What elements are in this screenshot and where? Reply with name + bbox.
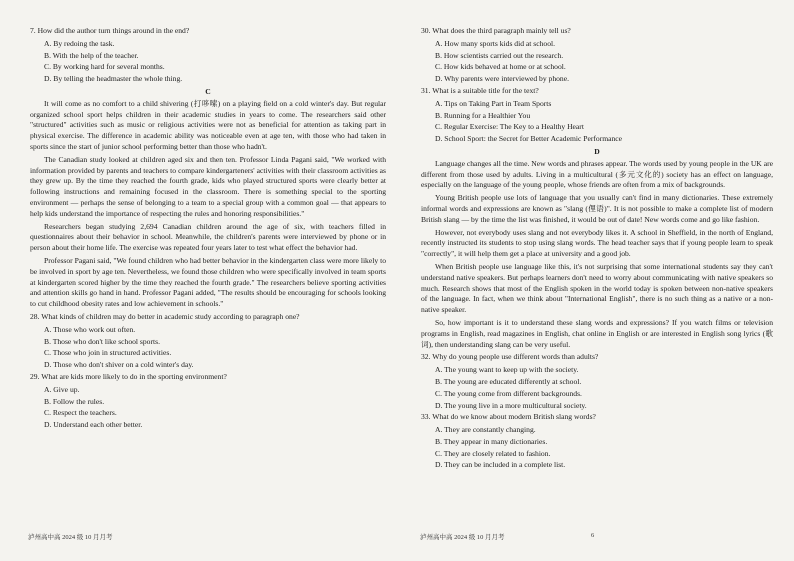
question-stem: 32. Why do young people use different words than adults?: [421, 352, 599, 362]
option-a: A. The young want to keep up with the society.: [435, 365, 579, 375]
option-d: D. Those who don't shiver on a cold winter's day.: [44, 360, 194, 370]
option-c: C. They are closely related to fashion.: [435, 448, 551, 458]
passage-paragraph: So, how important is it to understand these slang words and expressions? If you watch films or television programs in English, read magazines in English, chat online in English or are interested in English song lyrics (歌词), then understanding slang can be very useful.: [421, 317, 773, 349]
option-c: C. The young come from different backgrounds.: [435, 388, 582, 398]
option-d: D. By telling the headmaster the whole thing.: [44, 74, 183, 84]
passage-d: [421, 159, 773, 351]
option-b: B. They appear in many dictionaries.: [435, 436, 548, 446]
question-32: [421, 352, 773, 411]
option-b: B. The young are educated differently at school.: [435, 376, 582, 386]
option-a: A. By redoing the task.: [44, 38, 115, 48]
passage-paragraph: Researchers began studying 2,694 Canadian children around the age of six, with teachers filled in questionnaires about their behavior in school. Meanwhile, the children's parents were interviewed by phone or in person about their home life. The exercise was repeated four years later to test what effect the behavior had.: [30, 221, 386, 253]
section-heading-d: D: [594, 146, 600, 156]
question-stem: 33. What do we know about modern British slang words?: [421, 412, 596, 422]
option-d: D. They can be included in a complete list.: [435, 460, 566, 470]
left-column: [30, 26, 386, 432]
question-stem: 30. What does the third paragraph mainly tell us?: [421, 26, 571, 35]
question-7: [30, 26, 386, 85]
option-b: B. Those who don't like school sports.: [44, 336, 160, 346]
option-a: A. Tips on Taking Part in Team Sports: [435, 98, 552, 108]
option-c: C. How kids behaved at home or at school.: [435, 62, 566, 72]
option-c: C. Those who join in structured activities.: [44, 348, 172, 358]
section-heading-c: C: [205, 86, 211, 96]
passage-paragraph: However, not everybody uses slang and not everybody likes it. A school in Sheffield, in the north of England, recently instructed its students to stop using slang words. The head teacher says that if young people learn to speak "correctly", it will help them get a place at university and a good job.: [421, 227, 773, 259]
option-b: B. With the help of the teacher.: [44, 50, 139, 60]
passage-paragraph: Professor Pagani said, "We found children who had better behavior in the kindergarten class were more likely to be involved in sport by age ten. Nevertheless, we found those children who were specifically involved in team sports at kindergarten scored higher by the time they reached the fourth grade." The researchers believe sporting activities and attention skills go hand in hand. Professor Pagani added, "The results should be encouraging for schools looking to cut childhood obesity rates and low achievement in schools.": [30, 255, 386, 309]
option-d: D. School Sport: the Secret for Better Academic Performance: [435, 134, 623, 144]
footer-right-text: 泸州高中高 2024 级 10 月月考: [420, 534, 505, 541]
option-c: C. By working hard for several months.: [44, 62, 165, 72]
footer-left-text: 泸州高中高 2024 级 10 月月考: [28, 534, 113, 541]
option-d: D. The young live in a more multicultural society.: [435, 400, 587, 410]
question-stem: 29. What are kids more likely to do in the sporting environment?: [30, 371, 227, 381]
option-a: A. Those who work out often.: [44, 324, 136, 334]
question-33: [421, 412, 773, 471]
passage-c: [30, 99, 386, 310]
passage-paragraph: Young British people use lots of language that you usually can't find in many dictionaries. These extremely informal words and expressions are known as "slang (俚语)". It is not possible to make a complete list of modern British slang — by the time the list was finished, it would be out of date! New words come and go like fashion.: [421, 193, 773, 224]
option-c: C. Regular Exercise: The Key to a Healthy Heart: [435, 122, 584, 132]
question-30: [421, 26, 773, 85]
option-c: C. Respect the teachers.: [44, 408, 117, 418]
right-column: [421, 26, 773, 472]
option-a: A. They are constantly changing.: [435, 425, 536, 435]
question-28: [30, 312, 386, 371]
page-number: 6: [591, 532, 595, 539]
passage-paragraph: When British people use language like this, it's not surprising that some international students say they can't understand native speakers. But perhaps learners don't need to worry about communicating with native speakers so much. Research shows that most of the English spoken in the world today is spoken between non-native speakers of the language. In fact, when we think about "International English", there is no such thing as a native or a non-native speaker.: [421, 261, 773, 315]
question-stem: 31. What is a suitable title for the text?: [421, 85, 539, 95]
option-b: B. Running for a Healthier You: [435, 110, 531, 120]
passage-paragraph: Language changes all the time. New words and phrases appear. The words used by young people in the UK are different from those used by adults. Living in a multicultural (多元文化的) society has an effect on language, especially on the language of the young people, whose friends are often from a mix of backgrounds.: [421, 158, 773, 190]
option-d: D. Why parents were interviewed by phone.: [435, 74, 569, 84]
question-stem: 28. What kinds of children may do better in academic study according to paragraph one?: [30, 311, 300, 321]
option-b: B. How scientists carried out the research.: [435, 50, 564, 60]
question-29: [30, 372, 386, 431]
passage-paragraph: It will come as no comfort to a child shivering (打哆嗦) on a playing field on a cold winter's day. But regular organized school sport helps children in their academic studies in years to come. The researchers said other "structured" activities such as music or religious activities were not as beneficial for attention as taking part in physical exercise. The difference in academic ability was noticeable even at age ten, with those who had taken in sports since the start of junior school performing better than those who hadn't.: [30, 98, 386, 151]
question-31: [421, 86, 773, 145]
passage-paragraph: The Canadian study looked at children aged six and then ten. Professor Linda Pagani said, "We worked with information provided by parents and teachers to compare kindergarteners' activities with their classroom activities as they grew up. By the time they reached the fourth grade, kids who played structured sports were clearly better at following instructions and remaining focused in the classroom. There is something special to the sporting environment — perhaps the sense of belonging to a team to a special group with a common goal — that appears to help kids understand the importance of respecting the rules and honoring responsibilities.": [30, 154, 386, 218]
option-b: B. Follow the rules.: [44, 396, 105, 406]
option-d: D. Understand each other better.: [44, 420, 143, 430]
option-a: A. Give up.: [44, 384, 80, 394]
question-stem: 7. How did the author turn things around in the end?: [30, 26, 190, 35]
option-a: A. How many sports kids did at school.: [435, 38, 556, 48]
